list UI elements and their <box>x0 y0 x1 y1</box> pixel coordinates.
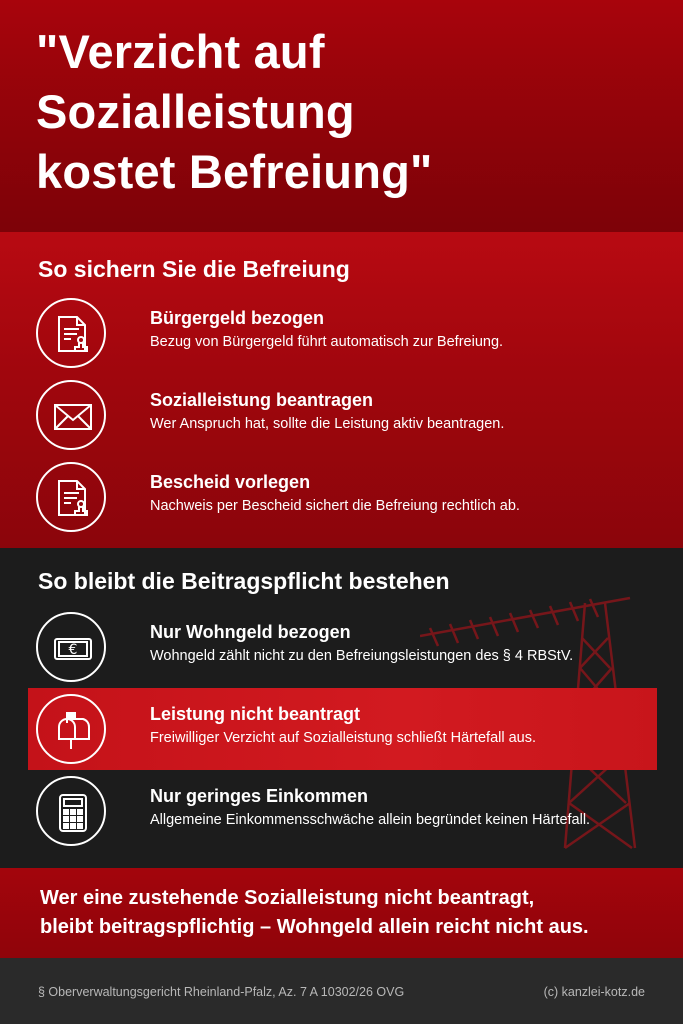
item-title: Bescheid vorlegen <box>150 472 311 492</box>
item-desc: Freiwilliger Verzicht auf Sozialleistung schließt Härtefall aus. <box>150 730 537 746</box>
item-title: Bürgergeld bezogen <box>150 308 325 328</box>
euro-banknote-icon <box>36 612 106 682</box>
callout-banner <box>0 868 683 958</box>
item-desc: Nachweis per Bescheid sichert die Befreiung rechtlich ab. <box>150 498 520 514</box>
list-item <box>0 378 683 454</box>
title-line-1: "Verzicht auf <box>36 25 325 78</box>
item-title: Sozialleistung beantragen <box>150 390 374 410</box>
page-title <box>36 22 656 202</box>
item-desc: Wohngeld zählt nicht zu den Befreiungsleistungen des § 4 RBStV. <box>150 648 574 664</box>
list-item <box>0 692 683 768</box>
document-stamp-icon <box>36 298 106 368</box>
list-item <box>0 610 683 686</box>
footer <box>0 958 683 1024</box>
header <box>0 0 683 232</box>
source-citation: § Oberverwaltungsgericht Rheinland-Pfalz, Az. 7 A 10302/26 OVG <box>38 985 405 999</box>
item-title: Nur geringes Einkommen <box>150 786 369 806</box>
title-line-2: Sozialleistung <box>36 85 355 138</box>
item-title: Nur Wohngeld bezogen <box>150 622 351 642</box>
section-negative <box>0 548 683 868</box>
section-positive-title: So sichern Sie die Befreiung <box>38 256 350 282</box>
callout-line-1: Wer eine zustehende Sozialleistung nicht beantragt, <box>40 887 535 909</box>
callout-line-2: bleibt beitragspflichtig – Wohngeld allein reicht nicht aus. <box>40 916 589 938</box>
title-line-3: kostet Befreiung" <box>36 145 433 198</box>
section-positive <box>0 232 683 548</box>
calculator-icon <box>36 776 106 846</box>
list-item <box>0 460 683 536</box>
callout-text <box>40 884 660 942</box>
item-title: Leistung nicht beantragt <box>150 704 361 724</box>
section-negative-title: So bleibt die Beitragspflicht bestehen <box>38 568 450 594</box>
item-desc: Allgemeine Einkommensschwäche allein begründet keinen Härtefall. <box>150 812 591 828</box>
item-desc: Wer Anspruch hat, sollte die Leistung aktiv beantragen. <box>150 416 505 432</box>
envelope-icon <box>36 380 106 450</box>
copyright: (c) kanzlei-kotz.de <box>543 985 645 999</box>
list-item <box>0 774 683 850</box>
mailbox-icon <box>36 694 106 764</box>
item-desc: Bezug von Bürgergeld führt automatisch zur Befreiung. <box>150 334 504 350</box>
list-item <box>0 296 683 372</box>
svg-text:€: € <box>68 642 78 658</box>
document-stamp-icon <box>36 462 106 532</box>
